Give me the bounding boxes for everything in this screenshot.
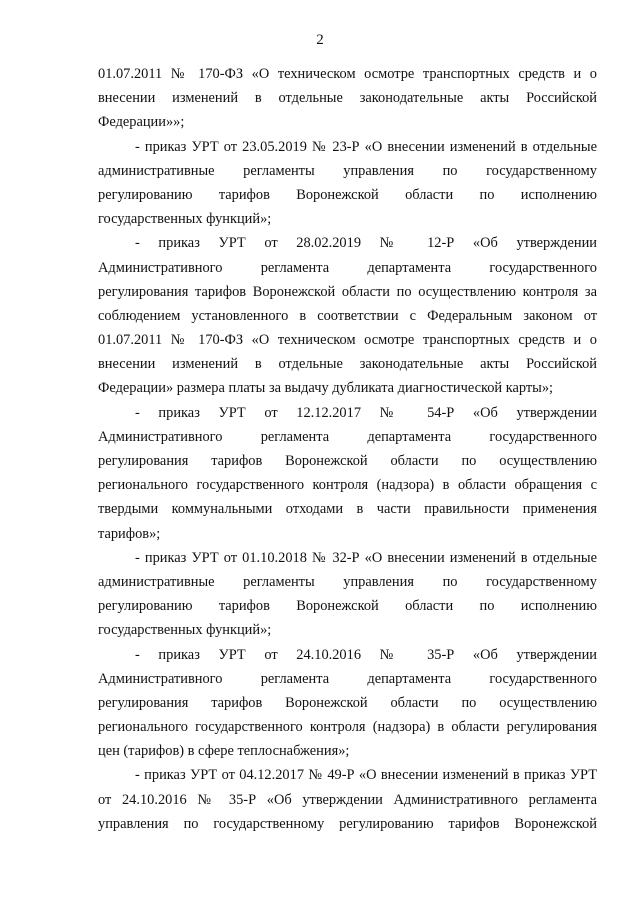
text-line: регулированию тарифов Воронежской области по исполнению [98, 186, 597, 203]
text-line: тарифов»; [98, 525, 161, 542]
text-line: - приказ УРТ от 28.02.2019 № 12-Р «Об утверждении [135, 235, 597, 252]
text-line: административные регламенты управления по государственному [98, 573, 597, 590]
text-line: Административного регламента департамента государственного [98, 259, 597, 276]
text-line: Административного регламента департамента государственного [98, 428, 597, 445]
text-line: регулированию тарифов Воронежской области по исполнению [98, 598, 597, 615]
text-line: твердыми коммунальными отходами в части правильности применения [98, 501, 597, 518]
text-line: от 24.10.2016 № 35-Р «Об утверждении Административного регламента [98, 791, 597, 808]
text-line: - приказ УРТ от 01.10.2018 № 32-Р «О внесении изменений в отдельные [135, 549, 597, 566]
text-line: - приказ УРТ от 04.12.2017 № 49-Р «О внесении изменений в приказ УРТ [135, 767, 597, 784]
body-text [98, 62, 597, 836]
text-line: соблюдением установленного в соответствии с Федеральным законом от [98, 307, 597, 324]
text-line: административные регламенты управления по государственному [98, 162, 597, 179]
text-line: регионального государственного контроля (надзора) в области обращения с [98, 477, 597, 494]
page-number: 2 [316, 32, 324, 48]
text-line: 01.07.2011 № 170-ФЗ «О техническом осмотре транспортных средств и о [98, 332, 597, 349]
text-line: регулирования тарифов Воронежской области по осуществлению [98, 453, 597, 469]
text-line: - приказ УРТ от 23.05.2019 № 23-Р «О внесении изменений в отдельные [135, 138, 597, 155]
text-line: регионального государственного контроля (надзора) в области регулирования [98, 719, 597, 736]
text-line: Федерации»»; [98, 114, 185, 131]
text-line: цен (тарифов) в сфере теплоснабжения»; [98, 743, 350, 760]
text-line: 01.07.2011 № 170-ФЗ «О техническом осмотре транспортных средств и о [98, 66, 597, 82]
text-line: внесении изменений в отдельные законодательные акты Российской [98, 90, 597, 107]
text-line: внесении изменений в отдельные законодательные акты Российской [98, 356, 597, 373]
text-line: регулирования тарифов Воронежской области по осуществлению [98, 694, 597, 711]
text-line: регулирования тарифов Воронежской области по осуществлению контроля за [98, 283, 597, 300]
text-line: Федерации» размера платы за выдачу дубликата диагностической карты»; [98, 380, 554, 397]
text-line: Административного регламента департамента государственного [98, 670, 597, 687]
text-line: государственных функций»; [98, 622, 272, 639]
text-line: - приказ УРТ от 24.10.2016 № 35-Р «Об утверждении [135, 646, 597, 663]
text-line: - приказ УРТ от 12.12.2017 № 54-Р «Об утверждении [135, 404, 597, 421]
text-line: государственных функций»; [98, 211, 272, 228]
text-line: управления по государственному регулированию тарифов Воронежской [98, 815, 597, 832]
